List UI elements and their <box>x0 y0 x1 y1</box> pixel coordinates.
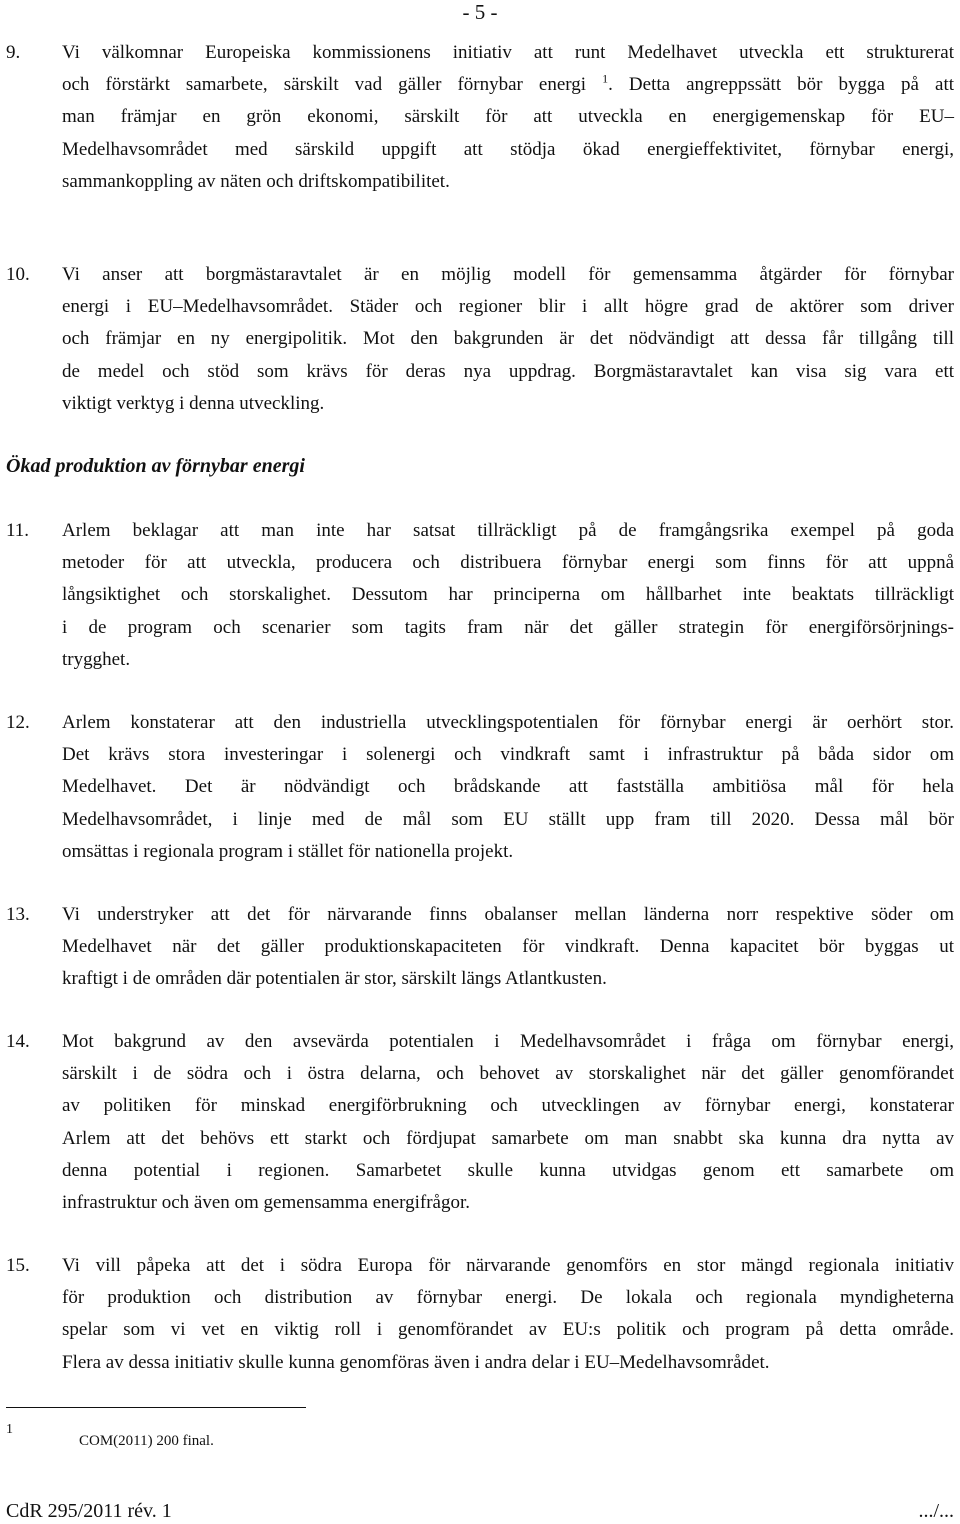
text-line: Arlem beklagar att man inte har satsat tillräckligt på de framgångsrika exempel på goda <box>62 520 954 541</box>
paragraph-9 <box>0 37 960 198</box>
paragraph-10 <box>0 259 960 420</box>
text-line: Medelhavet. Det är nödvändigt och brådskande att fastställa ambitiösa mål för hela <box>62 776 954 798</box>
text-line: de medel och stöd som krävs för deras nya uppdrag. Borgmästaravtalet kan visa sig vara ett <box>62 360 954 382</box>
text-fragment: . Detta angreppssätt bör bygga på att <box>608 74 954 96</box>
text-line: kraftigt i de områden där potentialen är stor, särskilt längs Atlantkusten. <box>62 968 607 990</box>
text-line: Vi vill påpeka att det i södra Europa för närvarande genomförs en stor mängd regionala initiativ <box>62 1255 954 1276</box>
text-line: Arlem konstaterar att den industriella utvecklingspotentialen för förnybar energi är oerhört stor. <box>62 712 954 733</box>
footnote-mark: 1 <box>6 1422 13 1437</box>
text-line: omsättas i regionala program i stället för nationella projekt. <box>62 840 514 862</box>
paragraph-number: 15. <box>6 1255 30 1276</box>
text-line: Mot bakgrund av den avsevärda potentialen i Medelhavsområdet i fråga om förnybar energi, <box>62 1031 954 1052</box>
continuation-marker: .../... <box>918 1500 954 1522</box>
text-line: energi i EU–Medelhavsområdet. Städer och regioner blir i allt högre grad de aktörer som driver <box>62 296 954 318</box>
text-line: långsiktighet och storskalighet. Dessutom har principerna om hållbarhet inte beaktats tillräckligt <box>62 584 954 606</box>
text-line: i de program och scenarier som tagits fram när det gäller strategin för energiförsörjnings- <box>62 616 954 638</box>
text-line: särskilt i de södra och i östra delarna, och behovet av storskalighet när det gäller genomförandet <box>62 1063 954 1085</box>
paragraph-number: 10. <box>6 264 30 285</box>
text-line: Vi välkomnar Europeiska kommissionens initiativ att runt Medelhavet utveckla ett strukturerat <box>62 42 954 63</box>
text-line-with-footnote <box>62 69 954 101</box>
text-line: Arlem att det behövs ett starkt och fördjupat samarbete om man snabbt ska kunna dra nytta av <box>62 1127 954 1149</box>
text-line: Flera av dessa initiativ skulle kunna genomföras även i andra delar i EU–Medelhavsområdet. <box>62 1351 770 1373</box>
footnote-divider <box>6 1407 306 1408</box>
paragraph-number: 14. <box>6 1031 30 1052</box>
paragraph-number: 9. <box>6 42 21 63</box>
page-number: - 5 - <box>462 0 498 24</box>
document-reference: CdR 295/2011 rév. 1 <box>6 1500 172 1522</box>
text-line: Medelhavsområdet, i linje med de mål som EU ställt upp fram till 2020. Dessa mål bör <box>62 808 954 830</box>
text-line: trygghet. <box>62 648 131 670</box>
text-line: för produktion och distribution av förnybar energi. De lokala och regionala myndigheterna <box>62 1287 954 1309</box>
text-line: Vi understryker att det för närvarande finns obalanser mellan länderna norr respektive söder om <box>62 904 954 925</box>
text-line: viktigt verktyg i denna utveckling. <box>62 392 325 414</box>
footnote-text: COM(2011) 200 final. <box>79 1433 214 1449</box>
text-line: man främjar en grön ekonomi, särskilt för att utveckla en energigemenskap för EU– <box>62 106 954 128</box>
paragraph-number: 11. <box>6 520 30 541</box>
text-line: av politiken för minskad energiförbrukning och utvecklingen av förnybar energi, konstaterar <box>62 1095 954 1117</box>
paragraph-13 <box>0 899 960 996</box>
paragraph-11 <box>0 515 960 676</box>
text-line: och främjar en ny energipolitik. Mot den bakgrunden är det nödvändigt att dessa får tillgång till <box>62 328 954 350</box>
footnote-reference: 1 <box>602 71 609 86</box>
text-line: Medelhavsområdet med särskild uppgift att stödja ökad energieffektivitet, förnybar energi, <box>62 138 954 160</box>
text-line: Det krävs stora investeringar i solenergi och vindkraft samt i infrastruktur på båda sidor om <box>62 744 954 766</box>
text-line: Medelhavet när det gäller produktionskapaciteten för vindkraft. Denna kapacitet bör byggas ut <box>62 936 954 958</box>
paragraph-number: 12. <box>6 712 30 733</box>
text-fragment: och förstärkt samarbete, särskilt vad gäller förnybar energi <box>62 74 587 96</box>
text-line: denna potential i regionen. Samarbetet skulle kunna utvidgas genom ett samarbete om <box>62 1159 954 1181</box>
text-line: spelar som vi vet en viktig roll i genomförandet av EU:s politik och program på detta område. <box>62 1319 954 1341</box>
paragraph-12 <box>0 707 960 868</box>
text-line: metoder för att utveckla, producera och distribuera förnybar energi som finns för att uppnå <box>62 552 954 574</box>
paragraph-15 <box>0 1250 960 1379</box>
text-line: infrastruktur och även om gemensamma energifrågor. <box>62 1192 471 1214</box>
paragraph-number: 13. <box>6 904 30 925</box>
paragraph-14 <box>0 1026 960 1219</box>
section-heading: Ökad produktion av förnybar energi <box>6 455 305 477</box>
text-line: Vi anser att borgmästaravtalet är en möjlig modell för gemensamma åtgärder för förnybar <box>62 264 954 285</box>
text-line: sammankoppling av näten och driftskompatibilitet. <box>62 170 450 192</box>
